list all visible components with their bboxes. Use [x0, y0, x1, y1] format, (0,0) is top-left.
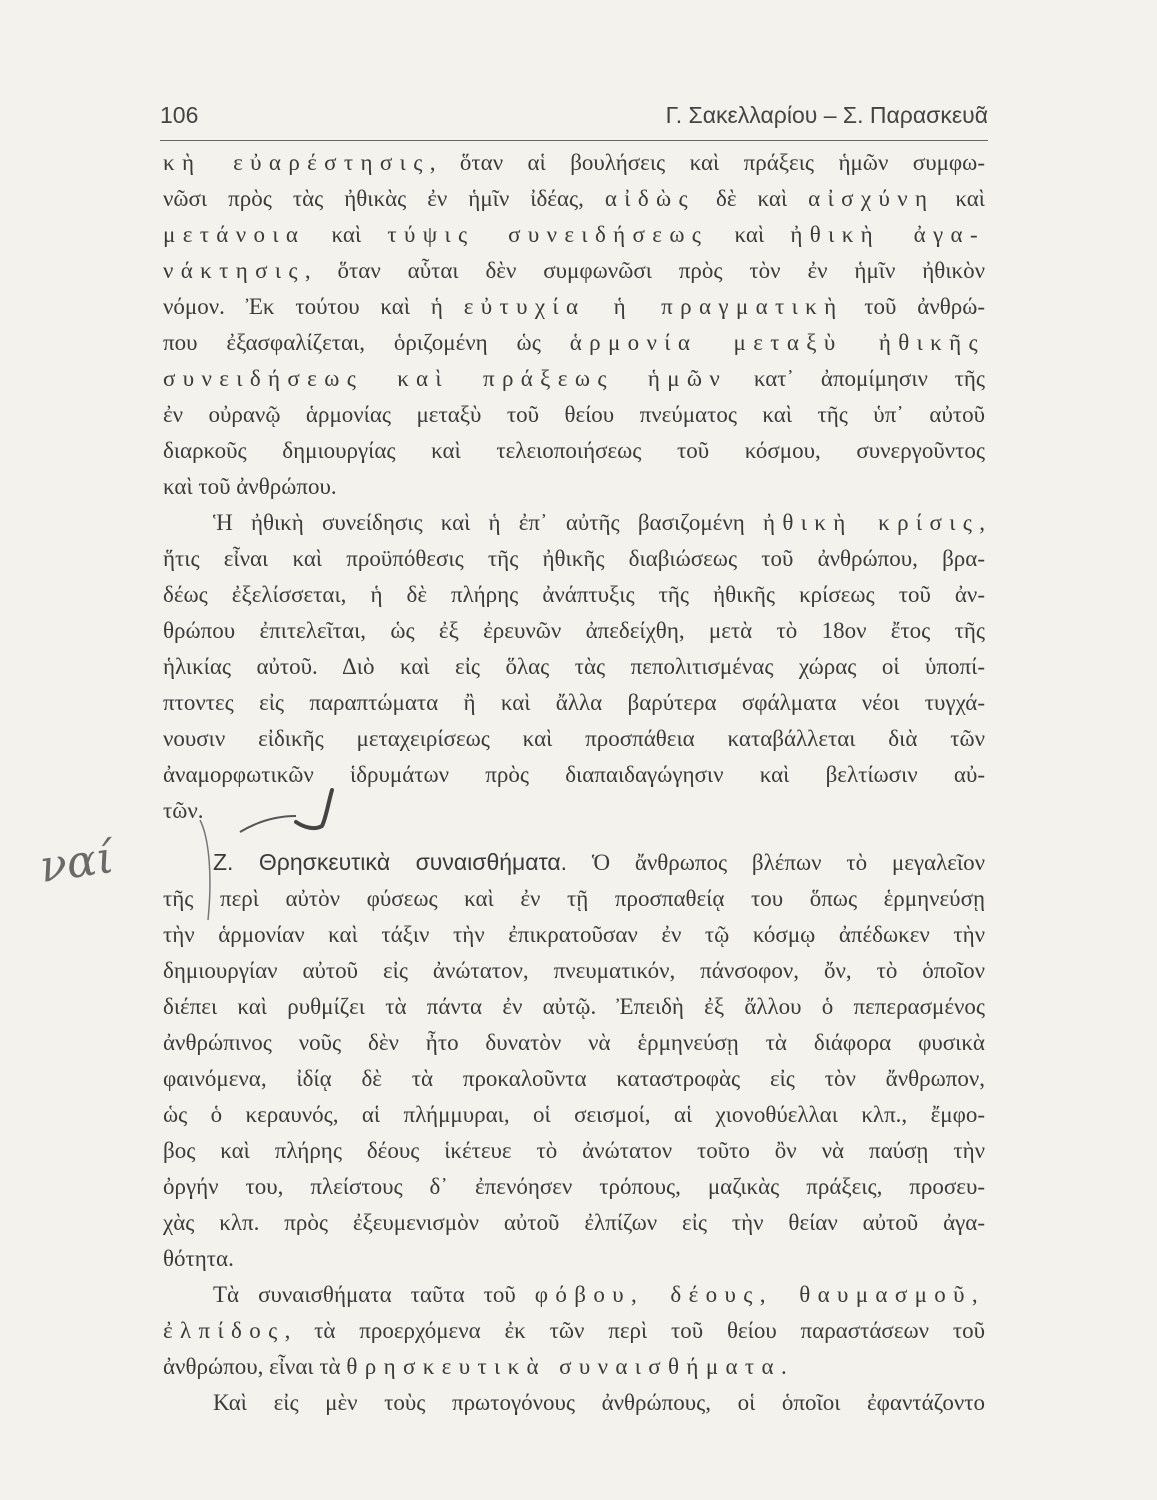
header-rule: [160, 140, 988, 141]
text-segment: ἀνθρώπου, εἶναι τὰ: [163, 1354, 347, 1379]
text-line: [163, 1133, 985, 1169]
spaced-emphasis: θρησκευτικὰ συναισθήματα: [346, 1354, 781, 1379]
text-segment: ἐν οὐρανῷ ἁρμονίας μεταξὺ τοῦ θείου πνεύματος καὶ τῆς ὑπ᾿ αὐτοῦ: [163, 402, 985, 427]
text-segment: .: [780, 1354, 787, 1379]
text-line: [163, 1025, 985, 1061]
text-segment: ἀναμορφωτικῶν ἱδρυμάτων πρὸς διαπαιδαγώγησιν καὶ βελτίωσιν αὐ-: [163, 762, 985, 787]
text-segment: , ὅταν αἱ βουλήσεις καὶ πράξεις ἡμῶν συμφω-: [429, 150, 985, 175]
text-line: [163, 1241, 985, 1277]
text-segment: νουσιν εἰδικῆς μεταχειρίσεως καὶ προσπάθεια καταβάλλεται διὰ τῶν: [163, 726, 985, 751]
text-segment: πτοντες εἰς παραπτώματα ἢ καὶ ἄλλα βαρύτερα σφάλματα νέοι τυγχά-: [163, 690, 985, 715]
text-segment: κατ᾿ ἀπομίμησιν τῆς: [727, 366, 985, 391]
spaced-emphasis: φόβου, δέους, θαυμασμοῦ,: [534, 1282, 985, 1307]
text-line: [163, 181, 985, 217]
text-segment: τὴν ἁρμονίαν καὶ τάξιν τὴν ἐπικρατοῦσαν ἐν τῷ κόσμῳ ἀπέδωκεν τὴν: [163, 922, 985, 947]
text-line: [163, 1277, 985, 1313]
text-segment: διαρκοῦς δημιουργίας καὶ τελειοποιήσεως τοῦ κόσμου, συνεργοῦντος: [163, 438, 985, 463]
text-segment: Καὶ εἰς μὲν τοὺς πρωτογόνους ἀνθρώπους, οἱ ὁποῖοι ἐφαντάζοντο: [213, 1390, 985, 1415]
text-line: [163, 1169, 985, 1205]
text-segment: δημιουργίαν αὐτοῦ εἰς ἀνώτατον, πνευματικόν, πάνσοφον, ὄν, τὸ ὁποῖον: [163, 958, 985, 983]
text-line: [163, 217, 985, 253]
spaced-emphasis: εὐτυχία ἡ πραγματικὴ: [463, 294, 844, 319]
text-line: [163, 1061, 985, 1097]
text-line: [163, 541, 985, 577]
text-segment: , τὰ προερχόμενα ἐκ τῶν περὶ τοῦ θείου παραστάσεων τοῦ: [284, 1318, 985, 1343]
handwritten-note: ναί: [36, 832, 117, 893]
text-line: [163, 953, 985, 989]
text-segment: διέπει καὶ ρυθμίζει τὰ πάντα ἐν αὐτῷ. Ἐπειδὴ ἐξ ἄλλου ὁ πεπερασμένος: [163, 994, 985, 1019]
text-line: [163, 289, 985, 325]
text-line: [163, 361, 985, 397]
text-line: [163, 613, 985, 649]
text-segment: , ὅταν αὗται δὲν συμφωνῶσι πρὸς τὸν ἐν ἡμῖν ἠθικὸν: [304, 258, 985, 283]
text-segment: τῶν.: [163, 798, 204, 823]
text-segment: φαινόμενα, ἰδίᾳ δὲ τὰ προκαλοῦντα καταστροφὰς εἰς τὸν ἄνθρωπον,: [163, 1066, 985, 1091]
text-segment: δὲ καὶ: [695, 186, 809, 211]
text-line: [163, 397, 985, 433]
text-line: [163, 649, 985, 685]
text-line: [163, 1385, 985, 1421]
text-segment: νῶσι πρὸς τὰς ἠθικὰς ἐν ἡμῖν ἰδέας,: [163, 186, 605, 211]
text-segment: ὀργήν του, πλείστους δ᾿ ἐπενόησεν τρόπους, μαζικὰς πράξεις, προσευ-: [163, 1174, 985, 1199]
text-line: [163, 145, 985, 181]
spaced-emphasis: τύψις συνειδήσεως: [387, 222, 709, 247]
section-heading: Ζ. Θρησκευτικὰ συναισθήματα.: [213, 849, 568, 875]
spaced-emphasis: αἰσχύνη: [808, 186, 935, 211]
text-segment: Τὰ συναισθήματα ταῦτα τοῦ: [213, 1282, 535, 1307]
text-segment: τῆς περὶ αὐτὸν φύσεως καὶ ἐν τῇ προσπαθείᾳ του ὅπως ἑρμηνεύσῃ: [163, 886, 985, 911]
spaced-emphasis: συνειδήσεως καὶ πράξεως ἡμῶν: [163, 366, 728, 391]
running-head: Γ. Σακελλαρίου – Σ. Παρασκευᾶ: [665, 102, 988, 128]
text-segment: θρώπου ἐπιτελεῖται, ὡς ἐξ ἐρευνῶν ἀπεδείχθη, μετὰ τὸ 18ον ἔτος τῆς: [163, 618, 985, 643]
text-line: [163, 721, 985, 757]
page-header: [160, 102, 988, 132]
spaced-emphasis: ἐλπίδος: [163, 1318, 285, 1343]
text-segment: θότητα.: [163, 1246, 234, 1271]
text-line: [163, 1205, 985, 1241]
text-segment: καὶ: [934, 186, 985, 211]
text-line: [163, 505, 985, 541]
text-line: [163, 577, 985, 613]
text-segment: δέως ἐξελίσσεται, ἡ δὲ πλήρης ἀνάπτυξις τῆς ἠθικῆς κρίσεως τοῦ ἀν-: [163, 582, 985, 607]
text-line: [163, 325, 985, 361]
handwritten-checkmark-icon: [100, 780, 360, 930]
text-segment: Ὁ ἄνθρωπος βλέπων τὸ μεγαλεῖον: [567, 850, 985, 875]
text-line: [163, 1097, 985, 1133]
text-segment: Ἡ ἠθικὴ συνείδησις καὶ ἡ ἐπ᾿ αὐτῆς βασιζομένη: [213, 510, 763, 535]
text-segment: ὡς ὁ κεραυνός, αἱ πλήμμυραι, οἱ σεισμοί, αἱ χιονοθύελλαι κλπ., ἔμφο-: [163, 1102, 985, 1127]
text-line: [163, 433, 985, 469]
text-segment: καὶ: [708, 222, 791, 247]
text-segment: νόμον. Ἐκ τούτου καὶ ἡ: [163, 294, 464, 319]
text-segment: καὶ: [305, 222, 388, 247]
spaced-emphasis: μετάνοια: [163, 222, 306, 247]
text-segment: χὰς κλπ. πρὸς ἐξευμενισμὸν αὐτοῦ ἐλπίζων εἰς τὴν θείαν αὐτοῦ ἀγα-: [163, 1210, 985, 1235]
text-line: [163, 1313, 985, 1349]
text-line: [163, 1349, 985, 1385]
spaced-emphasis: κὴ εὐαρέστησις: [163, 150, 430, 175]
spaced-emphasis: ἠθικὴ ἀγα-: [790, 222, 985, 247]
spaced-emphasis: αἰδὼς: [604, 186, 695, 211]
spaced-emphasis: ἠθικὴ κρίσις: [762, 510, 980, 535]
text-line: [163, 989, 985, 1025]
text-line: [163, 685, 985, 721]
text-line: [163, 253, 985, 289]
spaced-emphasis: νάκτησις: [163, 258, 305, 283]
text-segment: τοῦ ἀνθρώ-: [843, 294, 986, 319]
page-number: 106: [160, 102, 199, 128]
text-segment: ἡλικίας αὐτοῦ. Διὸ καὶ εἰς ὅλας τὰς πεπολιτισμένας χώρας οἱ ὑποπί-: [163, 654, 985, 679]
text-segment: που ἐξασφαλίζεται, ὁριζομένη ὡς: [163, 330, 570, 355]
text-segment: καὶ τοῦ ἀνθρώπου.: [163, 474, 337, 499]
text-segment: ἥτις εἶναι καὶ προϋπόθεσις τῆς ἠθικῆς διαβιώσεως τοῦ ἀνθρώπου, βρα-: [163, 546, 985, 571]
text-line: [163, 469, 985, 505]
text-segment: ἀνθρώπινος νοῦς δὲν ἦτο δυνατὸν νὰ ἑρμηνεύσῃ τὰ διάφορα φυσικὰ: [163, 1030, 985, 1055]
text-segment: βος καὶ πλήρης δέους ἱκέτευε τὸ ἀνώτατον τοῦτο ὂν νὰ παύσῃ τὴν: [163, 1138, 985, 1163]
text-segment: ,: [979, 510, 985, 535]
spaced-emphasis: ἁρμονία μεταξὺ ἠθικῆς: [569, 330, 985, 355]
